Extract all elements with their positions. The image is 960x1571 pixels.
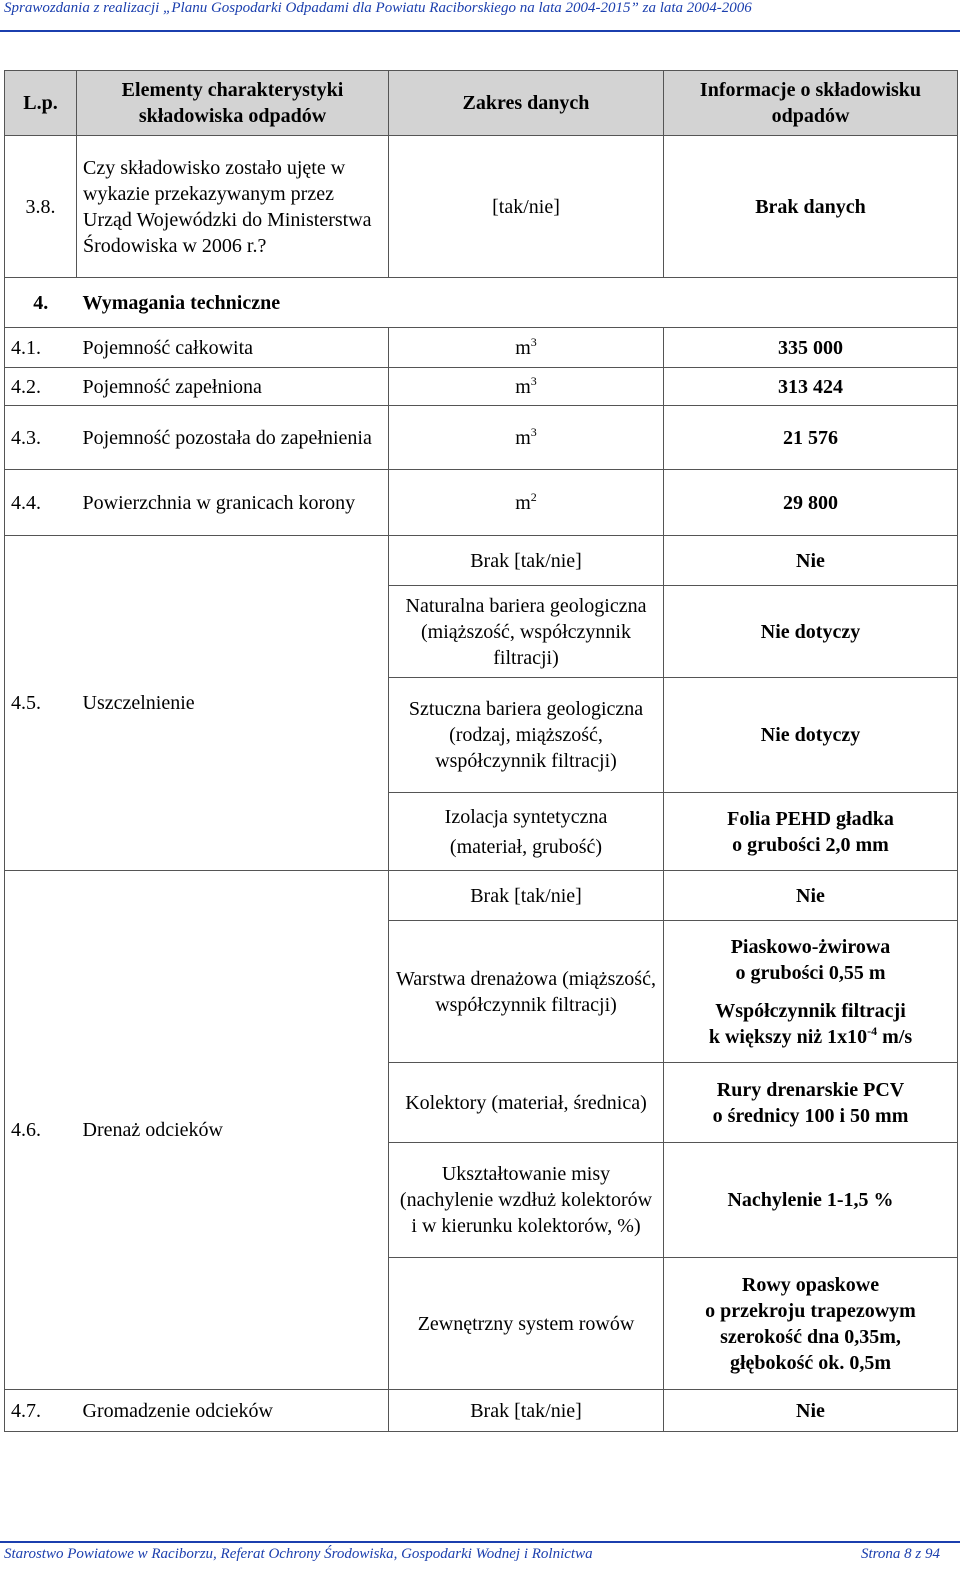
section-title: Wymagania techniczne (77, 278, 958, 328)
landfill-characteristics-table (4, 70, 958, 1432)
sub-range: Ukształtowanie misy (nachylenie wzdłuż kolektorów i w kierunku kolektorów, %) (389, 1143, 664, 1258)
sub-range: Brak [tak/nie] (389, 536, 664, 586)
row-range: Brak [tak/nie] (389, 1390, 664, 1432)
table-row (5, 136, 958, 278)
row-info: Brak danych (664, 136, 958, 278)
sub-range: Izolacja syntetyczna (materiał, grubość) (389, 793, 664, 871)
table-header-row (5, 71, 958, 136)
sub-info: Nie dotyczy (664, 678, 958, 793)
row-range: [tak/nie] (389, 136, 664, 278)
row-info: Nie (664, 1390, 958, 1432)
row-lp: 4.5. (5, 536, 77, 871)
sub-info: Rury drenarskie PCV o średnicy 100 i 50 mm (664, 1063, 958, 1143)
row-info: 21 576 (664, 406, 958, 470)
sub-info: Rowy opaskowe o przekroju trapezowym szerokość dna 0,35m, głębokość ok. 0,5m (664, 1258, 958, 1390)
sub-range: Warstwa drenażowa (miąższość, współczynnik filtracji) (389, 921, 664, 1063)
row-info: 335 000 (664, 328, 958, 368)
row-unit: $m^3$ (389, 328, 664, 368)
row-lp: 4.2. (5, 368, 77, 406)
sub-info: Nachylenie 1-1,5 % (664, 1143, 958, 1258)
table-row (5, 536, 958, 586)
header-rule (0, 30, 960, 32)
table-row (5, 328, 958, 368)
row-lp: 4.6. (5, 871, 77, 1390)
row-unit: $m^3$ (389, 368, 664, 406)
running-footer (4, 1546, 944, 1563)
table-row (5, 368, 958, 406)
row-unit: $m^3$ (389, 406, 664, 470)
col-elements-header: Elementy charakterystyki składowiska odpadów (77, 71, 389, 136)
table-row (5, 871, 958, 921)
sub-info: Folia PEHD gładka o grubości 2,0 mm (664, 793, 958, 871)
row-element: Pojemność całkowita (77, 328, 389, 368)
row-lp: 3.8. (5, 136, 77, 278)
row-element: Pojemność zapełniona (77, 368, 389, 406)
row-lp: 4.4. (5, 470, 77, 536)
row-element: Czy składowisko zostało ujęte w wykazie przekazywanym przez Urząd Wojewódzki do Ministerstwa Środowiska w 2006 r.? (77, 136, 389, 278)
footer-rule (0, 1541, 960, 1543)
running-header: Sprawozdania z realizacji „Planu Gospodarki Odpadami dla Powiatu Raciborskiego na lata 2004-2015” za lata 2004-2006 (4, 0, 752, 16)
row-lp: 4.1. (5, 328, 77, 368)
footer-text: Starostwo Powiatowe w Raciborzu, Referat Ochrony Środowiska, Gospodarki Wodnej i Rolnictwa (4, 1546, 593, 1562)
row-element: Powierzchnia w granicach korony (77, 470, 389, 536)
section-lp: 4. (5, 278, 77, 328)
sub-range: Brak [tak/nie] (389, 871, 664, 921)
sub-info: Nie (664, 871, 958, 921)
row-unit: $m^2$ (389, 470, 664, 536)
row-element: Drenaż odcieków (77, 871, 389, 1390)
sub-range: Naturalna bariera geologiczna (miąższość, współczynnik filtracji) (389, 586, 664, 678)
sub-info: Piaskowo-żwirowa o grubości 0,55 m Współczynnik filtracji k większy niż $1x10^{-4}$ m/s (664, 921, 958, 1063)
sub-range: Kolektory (materiał, średnica) (389, 1063, 664, 1143)
sub-range: Sztuczna bariera geologiczna (rodzaj, miąższość, współczynnik filtracji) (389, 678, 664, 793)
table-row (5, 406, 958, 470)
col-range-header: Zakres danych (389, 71, 664, 136)
table-row (5, 470, 958, 536)
col-lp-header: L.p. (5, 71, 77, 136)
sub-range: Zewnętrzny system rowów (389, 1258, 664, 1390)
row-lp: 4.7. (5, 1390, 77, 1432)
row-info: 313 424 (664, 368, 958, 406)
row-element: Gromadzenie odcieków (77, 1390, 389, 1432)
col-info-header: Informacje o składowisku odpadów (664, 71, 958, 136)
section-row (5, 278, 958, 328)
row-element: Uszczelnienie (77, 536, 389, 871)
page-number: Strona 8 z 94 (860, 1546, 940, 1562)
row-element: Pojemność pozostała do zapełnienia (77, 406, 389, 470)
table-row (5, 1390, 958, 1432)
row-lp: 4.3. (5, 406, 77, 470)
row-info: 29 800 (664, 470, 958, 536)
sub-info: Nie dotyczy (664, 586, 958, 678)
sub-info: Nie (664, 536, 958, 586)
